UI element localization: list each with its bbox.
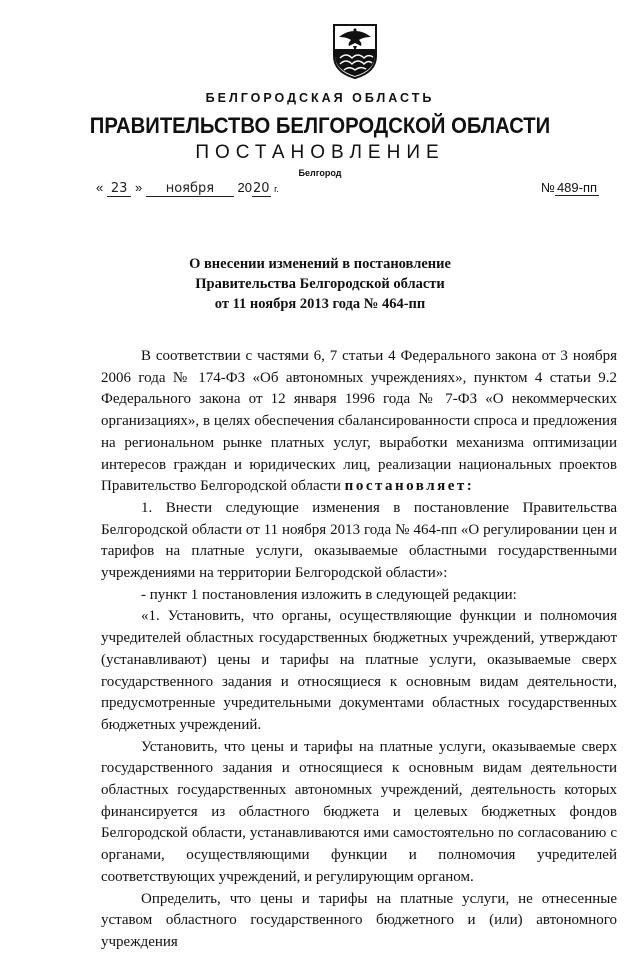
paragraph-define: Определить, что цены и тарифы на платные услуги, не отнесенные уставом областного государственного бюджетного и (или) автономного учреждения [101,890,617,950]
document-date [96,180,279,197]
paragraph-amendment-intro: - пункт 1 постановления изложить в следующей редакции: [141,586,517,603]
paragraph-preamble [101,346,617,498]
document-subject [0,254,640,314]
region-heading: БЕЛГОРОДСКАЯ ОБЛАСТЬ [205,91,435,105]
date-day: 23 [107,182,132,197]
coat-of-arms-emblem [332,22,378,80]
paragraph-new-item-1: «1. Установить, что органы, осуществляющие функции и полномочия учредителей областных государственных бюджетных учреждений, утверждают (устанавливают) цены и тарифы на платные услуги, оказываемые сверх государственного задания и относящиеся к основным видам деятельности, предусмотренные учредительными документами областных государственных бюджетных учреждений. [101,608,617,733]
document-body [101,346,617,954]
number-value: 489-пп [556,180,598,195]
number-sign: № [541,180,555,195]
preamble-text: В соответствии с частями 6, 7 статьи 4 Федерального закона от 3 ноября 2006 года № 174-ФЗ «Об автономных учреждениях», пунктом 4 статьи 9.2 Федерального закона от 12 января 1996 года № 7-ФЗ «О некоммерческих организациях», в целях обеспечения сбалансированности спроса и предложения на региональном рынке платных услуг, выработки механизма оптимизации интересов граждан и юридических лиц, реализации национальных проектов Правительство Белгородской области [101,348,617,495]
paragraph-autonomous: Установить, что цены и тарифы на платные услуги, оказываемые сверх государственного задания и относящиеся к основным видам деятельности областных государственных автономных учреждений, деятельность которых финансируется из областного бюджета и целевых бюджетных фондов Белгородской области, устанавливаются ими самостоятельно по согласованию с органами, осуществляющими функции и полномочия учредителей соответствующих учреждений, и регулирующим органом. [101,738,617,885]
document-type-heading: ПОСТАНОВЛЕНИЕ [195,142,445,163]
date-year-abbr: г. [274,184,279,194]
city-label: Белгород [298,168,342,178]
date-close-quote: » [135,180,143,195]
date-year-prefix: 20 [237,180,252,195]
subject-line-2: Правительства Белгородской области [195,276,445,292]
resolves-word: постановляет: [344,478,475,495]
government-heading: ПРАВИТЕЛЬСТВО БЕЛГОРОДСКОЙ ОБЛАСТИ [89,113,551,138]
subject-line-1: О внесении изменений в постановление [189,256,451,272]
subject-line-3: от 11 ноября 2013 года № 464-пп [214,296,426,312]
date-open-quote: « [96,180,104,195]
paragraph-clause-1: 1. Внести следующие изменения в постановление Правительства Белгородской области от 11 ноября 2013 года № 464-пп «О регулировании цен и тарифов на платные услуги, оказываемые областными государственными учреждениями на территории Белгородской области»: [101,499,617,582]
document-number [541,180,599,196]
date-month: ноября [146,182,234,197]
date-year-suffix: 20 [252,181,270,196]
